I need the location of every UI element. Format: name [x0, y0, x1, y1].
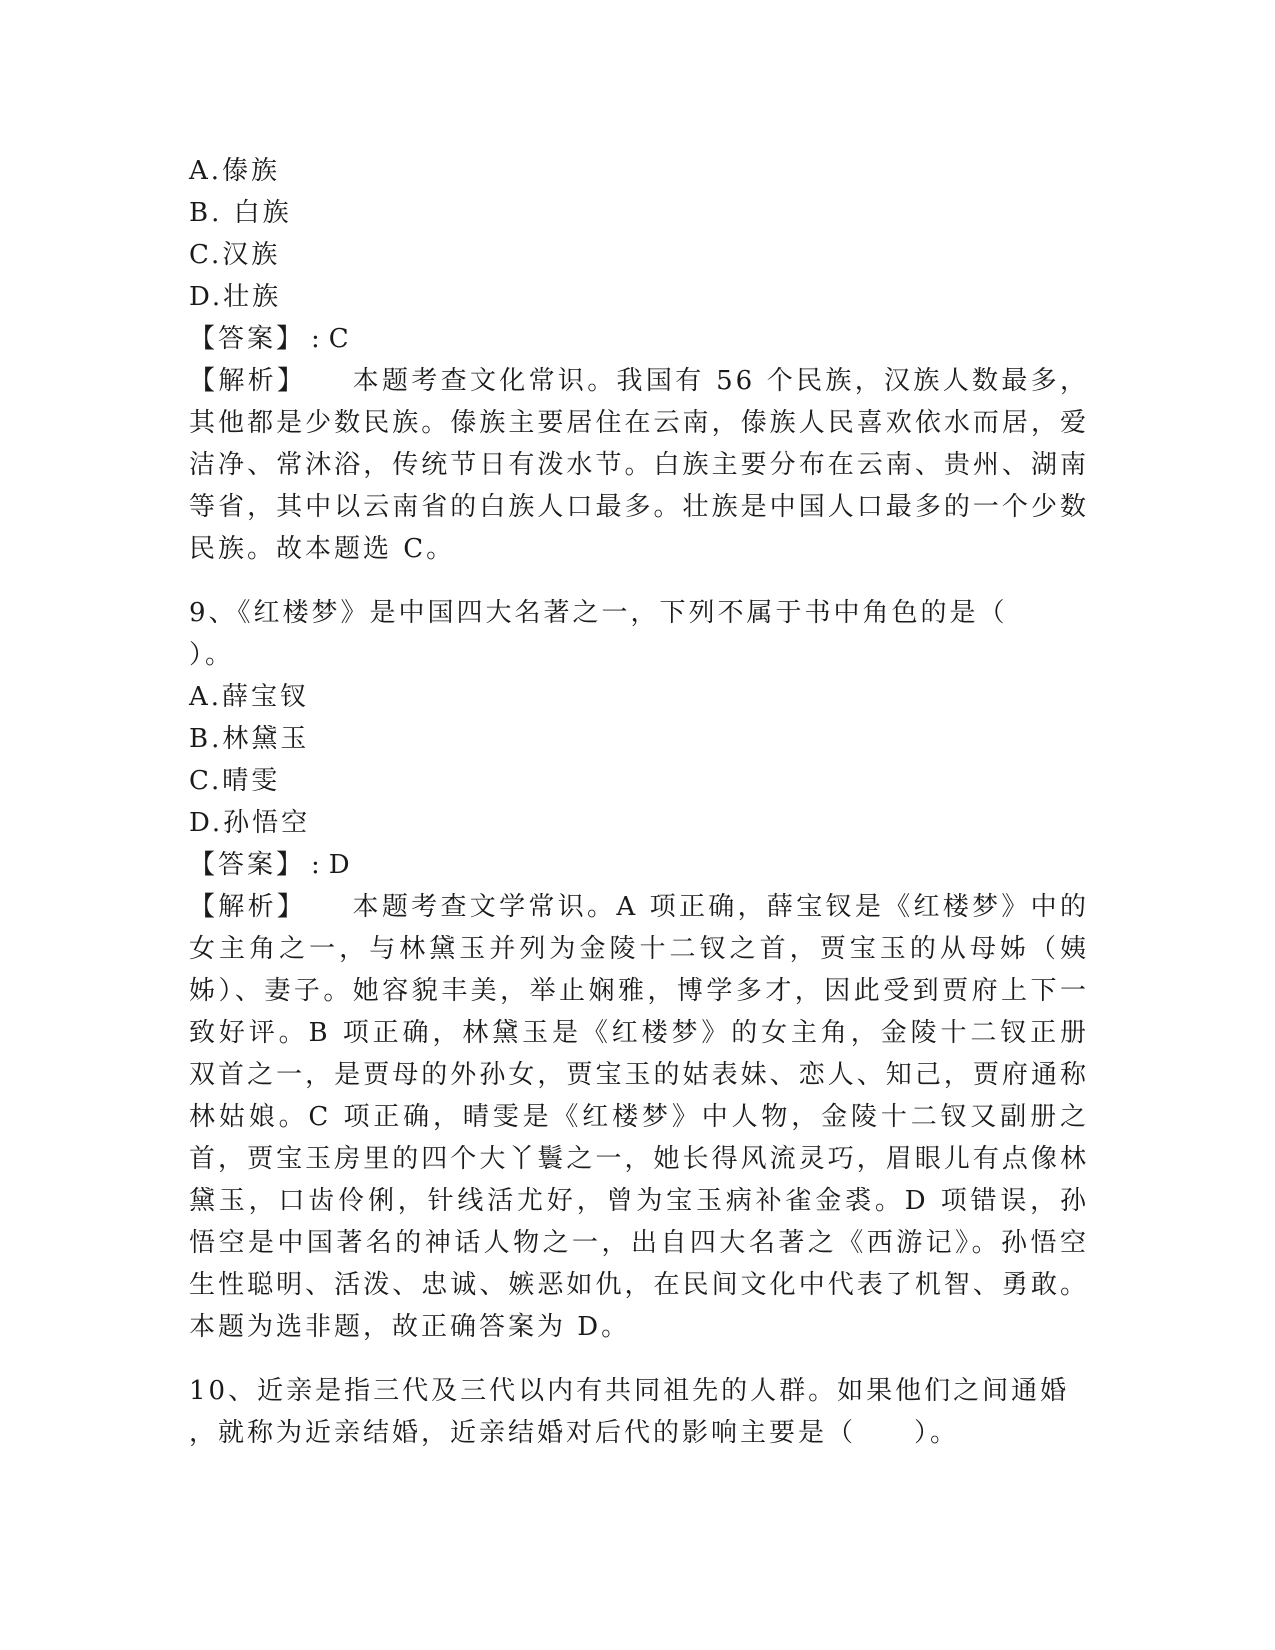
option-a: A.薛宝钗 [189, 682, 310, 712]
answer-separator: : [311, 850, 323, 880]
option-b: B.林黛玉 [189, 724, 310, 754]
answer-line [189, 844, 1089, 886]
answer-value: D [328, 850, 353, 880]
analysis-text: 本题考查文学常识。A 项正确，薛宝钗是《红楼梦》中的女主角之一，与林黛玉并列为金陵十二钗之首，贾宝玉的从母姊（姨姊）、妻子。她容貌丰美，举止娴雅，博学多才，因此受到贾府上下一致好评。B 项正确，林黛玉是《红楼梦》的女主角，金陵十二钗正册双首之一，是贾母的外孙女，贾宝玉的姑表妹、恋人、知己，贾府通称林姑娘。C 项正确，晴雯是《红楼梦》中人物，金陵十二钗又副册之首，贾宝玉房里的四个大丫鬟之一，她长得风流灵巧，眉眼儿有点像林黛玉，口齿伶俐，针线活尤好，曾为宝玉病补雀金裘。D 项错误，孙悟空是中国著名的神话人物之一，出自四大名著之《西游记》。孙悟空生性聪明、活泼、忠诚、嫉恶如仇，在民间文化中代表了机智、勇敢。本题为选非题，故正确答案为 D。 [189, 892, 1089, 1342]
answer-label: 【答案】 [189, 850, 306, 880]
analysis-label: 【解析】 [189, 366, 307, 396]
option-b: B. 白族 [189, 198, 292, 228]
answer-value: C [328, 324, 352, 354]
question-text-line: ，就称为近亲结婚，近亲结婚对后代的影响主要是（ ）。 [189, 1418, 960, 1448]
analysis-text: 本题考查文化常识。我国有 56 个民族，汉族人数最多，其他都是少数民族。傣族主要居住在云南，傣族人民喜欢依水而居，爱洁净、常沐浴，传统节日有泼水节。白族主要分布在云南、贵州、湖南等省，其中以云南省的白族人口最多。壮族是中国人口最多的一个少数民族。故本题选 C。 [189, 366, 1089, 564]
question-text [189, 592, 1089, 676]
option-d: D.孙悟空 [189, 808, 311, 838]
question-10-block [189, 1370, 1089, 1454]
question-text-line: 10、近亲是指三代及三代以内有共同祖先的人群。如果他们之间通婚 [189, 1376, 1070, 1406]
document-page [189, 150, 1089, 1454]
question-8-block [189, 150, 1089, 570]
option-c: C.汉族 [189, 240, 281, 270]
question-text-line: 9、《红楼梦》是中国四大名著之一，下列不属于书中角色的是（ [189, 598, 1008, 628]
question-text [189, 1370, 1089, 1454]
analysis-label: 【解析】 [189, 892, 307, 922]
answer-separator: : [311, 324, 323, 354]
answer-label: 【答案】 [189, 324, 306, 354]
analysis-paragraph [189, 360, 1089, 570]
option-d: D.壮族 [189, 282, 282, 312]
question-9-block [189, 592, 1089, 1348]
analysis-paragraph [189, 886, 1089, 1348]
option-c: C.晴雯 [189, 766, 281, 796]
option-a: A.傣族 [189, 156, 281, 186]
answer-line [189, 318, 1089, 360]
question-text-line: ）。 [189, 640, 235, 670]
